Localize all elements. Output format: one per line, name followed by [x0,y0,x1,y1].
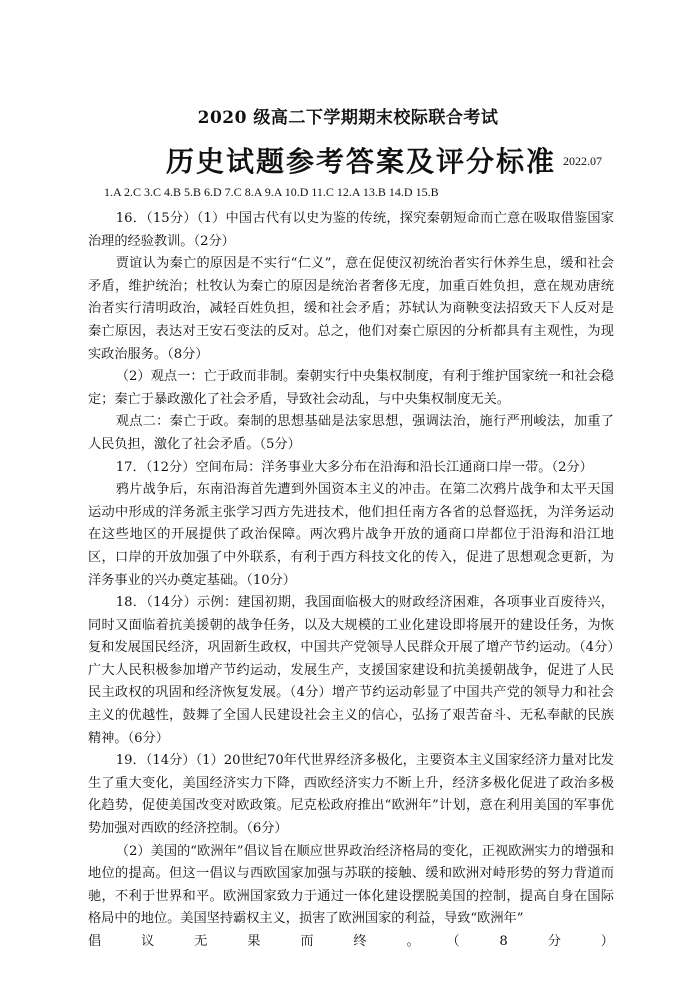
document-title: 历史试题参考答案及评分标准 [166,145,557,178]
q16-part2-view2: 观点二：秦亡于政。秦制的思想基础是法家思想，强调法治，施行严刑峻法，加重了人民负担，激化了社会矛盾。（5分） [88,414,614,452]
q16-part2-view1: （2）观点一：亡于政而非制。秦朝实行中央集权制度，有利于维护国家统一和社会稳定；秦亡于暴政激化了社会矛盾，导致社会动乱，与中央集权制度无关。 [88,369,614,407]
exam-date: 2022.07 [563,154,602,168]
q16-part1: 16．（15分）（1）中国古代有以史为鉴的传统，探究秦朝短命而亡意在吸取借鉴国家治理的经验教训。（2分） [88,211,614,249]
q18-answer: 18．（14分）示例：建国初期，我国面临极大的财政经济困难，各项事业百废待兴，同时又面临着抗美援朝的战争任务，以及大规模的工业化建设即将展开的建设任务，为恢复和发展国民经济，巩固新生政权，中国共产党领导人民群众开展了增产节约运动。（4分）广大人民积极参加增产节约运动，发展生产，支援国家建设和抗美援朝战争，促进了人民民主政权的巩固和经济恢复发展。（4分）增产节约运动彰显了中国共产党的领导力和社会主义的优越性，鼓舞了全国人民建设社会主义的信心，弘扬了艰苦奋斗、无私奉献的民族精神。（6分） [88,595,614,746]
q19-part1: 19．（14分）（1）20世纪70年代世界经济多极化，主要资本主义国家经济力量对比发生了重大变化，美国经济实力下降，西欧经济实力不断上升，经济多极化促进了政治多极化趋势，促使美国改变对欧政策。尼克松政府推出“欧洲年”计划，意在利用美国的军事优势加强对西欧的经济控制。（6分） [88,753,614,837]
answer-body [88,208,614,954]
q17-analysis: 鸦片战争后，东南沿海首先遭到外国资本主义的冲击。在第二次鸦片战争和太平天国运动中形成的洋务派主张学习西方先进技术，他们担任南方各省的总督巡抚，为洋务运动在这些地区的开展提供了政治保障。两次鸦片战争开放的通商口岸都位于沿海和沿江地区，口岸的开放加强了中外联系，有利于西方科技文化的传入，促进了思想观念更新，为洋务事业的兴办奠定基础。（10分） [88,482,614,588]
q19-part2: （2）美国的“欧洲年”倡议旨在顺应世界政治经济格局的变化，正视欧洲实力的增强和地位的提高。但这一倡议与西欧国家加强与苏联的接触、缓和欧洲对峙形势的努力背道而驰，不利于世界和平。欧洲国家致力于通过一体化建设摆脱美国的控制，提高自身在国际格局中的地位。美国坚持霸权主义，损害了欧洲国家的利益，导致“欧洲年” [88,843,614,927]
exam-title: 2020 级高二下学期期末校际联合考试 [197,108,499,128]
q19-part2-ending: 倡 议 无 果 而 终 。 （ 8 分 ） [88,934,614,949]
q16-part1-analysis: 贾谊认为秦亡的原因是不实行“仁义”，意在促使汉初统治者实行休养生息，缓和社会矛盾，维护统治；杜牧认为秦亡的原因是统治者奢侈无度，加重百姓负担，意在规劝唐统治者实行清明政治，减轻百姓负担，缓和社会矛盾；苏轼认为商鞅变法招致天下人反对是秦亡原因，表达对王安石变法的反对。总之，他们对秦亡原因的分析都具有主观性，为现实政治服务。（8分） [88,256,614,362]
q17-layout: 17．（12分）空间布局：洋务事业大多分布在沿海和沿长江通商口岸一带。（2分） [115,459,593,475]
multiple-choice-answers: 1.A 2.C 3.C 4.B 5.B 6.D 7.C 8.A 9.A 10.D 11.C 12.A 13.B 14.D 15.B [104,185,439,199]
